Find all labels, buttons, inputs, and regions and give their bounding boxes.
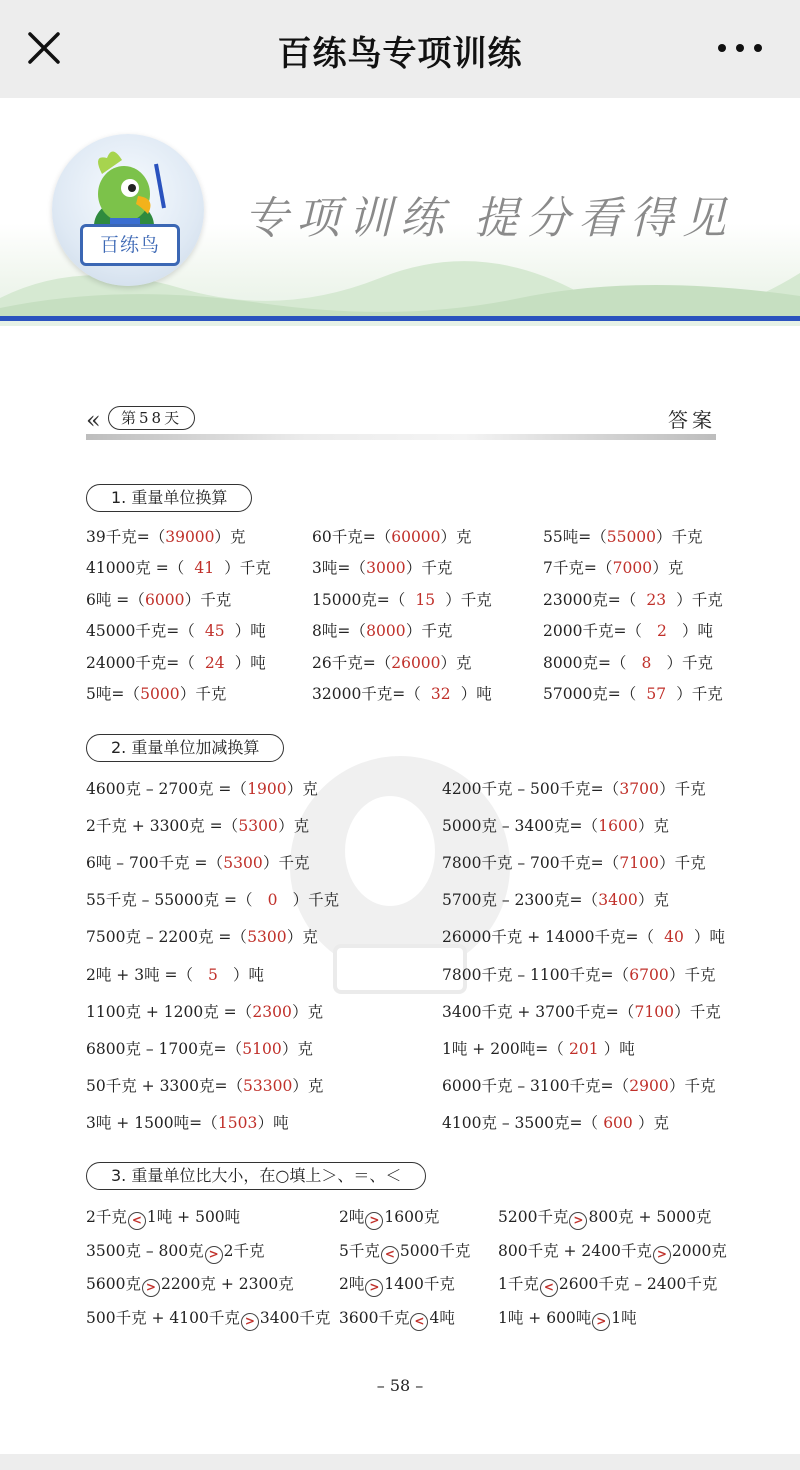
answer-value: 40 bbox=[664, 928, 684, 947]
exercise-item bbox=[442, 778, 706, 800]
answer-value: 7000 bbox=[612, 559, 653, 578]
exercise-question: 2吨 + 3吨 =（ bbox=[86, 965, 193, 984]
exercise-item bbox=[86, 683, 226, 705]
exercise-item bbox=[312, 683, 492, 705]
exercise-item bbox=[312, 589, 492, 611]
exercise-unit: ）克 bbox=[281, 1039, 313, 1058]
exercise-unit: ）千克 bbox=[676, 590, 723, 609]
comparison-left: 5200千克 bbox=[498, 1208, 569, 1226]
exercise-unit: ）吨 bbox=[693, 928, 725, 947]
exercise-question: 50千克 + 3300克=（ bbox=[86, 1076, 243, 1095]
page-number: – 58 – bbox=[376, 1376, 424, 1395]
answer-value: 41 bbox=[194, 559, 215, 578]
exercise-unit: ）千克 bbox=[184, 590, 232, 609]
comparison-right: 2000克 bbox=[671, 1241, 727, 1260]
exercise-unit: ）克 bbox=[637, 817, 669, 836]
answer-value: 26000 bbox=[391, 653, 441, 672]
comparison-sign-circle: > bbox=[142, 1279, 160, 1297]
exercise-item bbox=[86, 1075, 323, 1097]
comparison-left: 500千克 + 4100千克 bbox=[86, 1308, 240, 1327]
exercise-item bbox=[86, 926, 318, 948]
day-badge: 第58天 bbox=[108, 406, 195, 430]
exercise-item bbox=[86, 778, 318, 800]
exercise-question: 26千克=（ bbox=[312, 653, 392, 672]
answer-label: 答案 bbox=[668, 408, 716, 432]
answer-value: 600 bbox=[603, 1113, 633, 1132]
exercise-unit: ）千克 bbox=[676, 685, 723, 703]
exercise-question: 8000克=（ bbox=[543, 653, 627, 672]
exercise-unit: ）千克 bbox=[292, 891, 340, 910]
exercise-item bbox=[86, 1001, 323, 1023]
exercise-question: 32000千克=（ bbox=[312, 685, 421, 703]
exercise-question: 3400千克 + 3700千克=（ bbox=[442, 1002, 635, 1021]
answer-value: 5100 bbox=[242, 1039, 282, 1058]
exercise-question: 4100克 – 3500克=（ bbox=[442, 1113, 598, 1132]
comparison-sign-circle: > bbox=[569, 1212, 587, 1230]
header-rule bbox=[86, 434, 716, 440]
exercise-unit: ）吨 bbox=[234, 622, 266, 641]
answer-value: 6000 bbox=[145, 590, 185, 609]
answer-value: 23 bbox=[646, 590, 667, 609]
exercise-item bbox=[442, 815, 669, 837]
exercise-item bbox=[442, 1112, 669, 1134]
comparison-item bbox=[86, 1307, 330, 1331]
comparison-sign-circle: > bbox=[653, 1246, 671, 1264]
exercise-unit: ）吨 bbox=[234, 653, 266, 672]
exercise-item bbox=[442, 889, 669, 911]
exercise-item bbox=[312, 557, 452, 579]
exercise-question: 5000克 – 3400克=（ bbox=[442, 817, 598, 836]
answer-value: 57 bbox=[646, 685, 667, 703]
answer-value: 3400 bbox=[598, 891, 638, 910]
exercise-question: 45000千克=（ bbox=[86, 622, 195, 641]
section-title-2: 2. 重量单位加减换算 bbox=[86, 734, 284, 762]
answer-value: 8000 bbox=[366, 622, 406, 641]
comparison-item bbox=[339, 1273, 455, 1297]
comparison-right: 1吨 + 500吨 bbox=[146, 1208, 241, 1226]
exercise-unit: ）吨 bbox=[232, 965, 264, 984]
answer-value: 3700 bbox=[619, 780, 659, 798]
exercise-question: 23000克=（ bbox=[543, 590, 637, 609]
exercise-question: 4200千克 – 500千克=（ bbox=[442, 780, 620, 798]
comparison-item bbox=[498, 1307, 637, 1331]
answer-value: 5300 bbox=[247, 928, 287, 947]
exercise-item bbox=[442, 1038, 635, 1060]
exercise-question: 55千克 – 55000克 =（ bbox=[86, 891, 253, 910]
exercise-question: 2千克 + 3300克 =（ bbox=[86, 817, 239, 836]
answer-value: 60000 bbox=[391, 528, 441, 546]
exercise-unit: ）克 bbox=[278, 817, 310, 836]
answer-value: 5300 bbox=[238, 817, 278, 836]
answer-value: 1600 bbox=[598, 817, 638, 836]
exercise-item bbox=[86, 526, 246, 548]
comparison-right: 2600千克 – 2400千克 bbox=[558, 1275, 718, 1293]
answer-value: 0 bbox=[267, 891, 278, 910]
comparison-sign-circle: < bbox=[381, 1246, 399, 1264]
answer-value: 2900 bbox=[629, 1076, 669, 1095]
page-title: 百练鸟专项训练 bbox=[277, 34, 523, 74]
exercise-unit: ）千克 bbox=[179, 685, 227, 703]
exercise-item bbox=[543, 589, 723, 611]
comparison-sign-circle: < bbox=[128, 1212, 146, 1230]
exercise-item bbox=[442, 964, 716, 986]
comparison-left: 2千克 bbox=[86, 1208, 127, 1226]
comparison-left: 5千克 bbox=[339, 1241, 380, 1260]
comparison-left: 5600克 bbox=[86, 1275, 141, 1293]
answer-value: 5000 bbox=[140, 685, 180, 703]
exercise-item bbox=[312, 652, 472, 674]
exercise-item bbox=[543, 652, 713, 674]
answer-value: 1900 bbox=[247, 780, 287, 798]
comparison-right: 2千克 bbox=[223, 1241, 265, 1260]
comparison-left: 1千克 bbox=[498, 1275, 539, 1293]
day-header bbox=[86, 404, 716, 444]
exercise-item bbox=[442, 1075, 716, 1097]
exercise-item bbox=[312, 620, 452, 642]
answer-value: 6700 bbox=[629, 965, 669, 984]
comparison-left: 2吨 bbox=[339, 1275, 365, 1293]
exercise-item bbox=[442, 1001, 721, 1023]
exercise-unit: ）克 bbox=[637, 891, 669, 910]
exercise-item bbox=[312, 526, 472, 548]
exercise-question: 39千克=（ bbox=[86, 528, 166, 546]
exercise-item bbox=[86, 620, 266, 642]
exercise-item bbox=[543, 526, 703, 548]
slogan: 专项训练 提分看得见 bbox=[244, 193, 734, 244]
exercise-question: 6吨 – 700千克 =（ bbox=[86, 854, 223, 873]
banner-divider bbox=[0, 316, 800, 321]
exercise-unit: ）克 bbox=[286, 928, 318, 947]
exercise-question: 41000克 =（ bbox=[86, 559, 185, 578]
exercise-item bbox=[543, 557, 683, 579]
exercise-unit: ）吨 bbox=[681, 622, 713, 641]
exercise-unit: ）克 bbox=[292, 1002, 324, 1021]
exercise-question: 3吨=（ bbox=[312, 559, 366, 578]
comparison-item bbox=[498, 1273, 717, 1297]
comparison-sign-circle: < bbox=[540, 1279, 558, 1297]
comparison-item bbox=[498, 1206, 711, 1230]
comparison-item bbox=[86, 1240, 265, 1264]
comparison-right: 5000千克 bbox=[399, 1241, 471, 1260]
exercise-unit: ）千克 bbox=[445, 590, 492, 609]
comparison-right: 4吨 bbox=[429, 1308, 455, 1327]
answer-value: 2300 bbox=[252, 1002, 292, 1021]
exercise-item bbox=[86, 1038, 313, 1060]
exercise-unit: ）千克 bbox=[666, 653, 713, 672]
exercise-unit: ）吨 bbox=[257, 1113, 289, 1132]
exercise-item bbox=[86, 964, 264, 986]
exercise-item bbox=[86, 889, 339, 911]
answer-value: 8 bbox=[641, 653, 652, 672]
exercise-question: 55吨=（ bbox=[543, 528, 607, 546]
exercise-unit: ）克 bbox=[214, 528, 246, 546]
exercise-question: 60千克=（ bbox=[312, 528, 392, 546]
comparison-item bbox=[86, 1273, 294, 1297]
exercise-unit: ）千克 bbox=[668, 965, 716, 984]
exercise-item bbox=[543, 683, 723, 705]
exercise-question: 6000千克 – 3100千克=（ bbox=[442, 1076, 629, 1095]
exercise-question: 2000千克=（ bbox=[543, 622, 642, 641]
comparison-item bbox=[339, 1206, 439, 1230]
section-title-1: 1. 重量单位换算 bbox=[86, 484, 252, 512]
comparison-sign-circle: > bbox=[365, 1279, 383, 1297]
exercise-unit: ）千克 bbox=[405, 559, 453, 578]
bottom-strip bbox=[0, 1454, 800, 1470]
exercise-unit: ）千克 bbox=[405, 622, 453, 641]
exercise-question: 15000克=（ bbox=[312, 590, 406, 609]
exercise-question: 4600克 – 2700克 =（ bbox=[86, 780, 247, 798]
worksheet bbox=[0, 326, 800, 1450]
comparison-sign-circle: > bbox=[365, 1212, 383, 1230]
comparison-sign-circle: > bbox=[205, 1246, 223, 1264]
answer-value: 55000 bbox=[606, 528, 657, 546]
exercise-question: 5吨=（ bbox=[86, 685, 140, 703]
comparison-left: 3500克 – 800克 bbox=[86, 1241, 204, 1260]
exercise-item bbox=[442, 926, 725, 948]
exercise-question: 26000千克 + 14000千克=（ bbox=[442, 928, 654, 947]
exercise-question: 6800克 – 1700克=（ bbox=[86, 1039, 242, 1058]
exercise-question: 1100克 + 1200克 =（ bbox=[86, 1002, 253, 1021]
comparison-sign-circle: > bbox=[241, 1313, 259, 1331]
exercise-question: 3吨 + 1500吨=（ bbox=[86, 1113, 218, 1132]
answer-value: 1503 bbox=[217, 1113, 258, 1132]
exercise-item bbox=[86, 815, 309, 837]
answer-value: 5 bbox=[208, 965, 218, 984]
app-bar bbox=[0, 0, 800, 98]
exercise-unit: ）克 bbox=[286, 780, 318, 798]
comparison-left: 1吨 + 600吨 bbox=[498, 1308, 592, 1327]
exercise-unit: ）千克 bbox=[262, 854, 310, 873]
exercise-item bbox=[86, 1112, 289, 1134]
answer-value: 201 bbox=[568, 1039, 599, 1058]
comparison-left: 3600千克 bbox=[339, 1308, 410, 1327]
answer-value: 24 bbox=[204, 653, 225, 672]
exercise-unit: ）千克 bbox=[674, 1002, 721, 1021]
exercise-question: 7500克 – 2200克 =（ bbox=[86, 928, 247, 947]
exercise-item bbox=[86, 557, 271, 579]
double-chevron-left-icon: « bbox=[86, 406, 101, 434]
exercise-unit: ）吨 bbox=[603, 1039, 635, 1058]
comparison-left: 800千克 + 2400千克 bbox=[498, 1241, 652, 1260]
exercise-question: 8吨=（ bbox=[312, 622, 366, 641]
comparison-right: 800克 + 5000克 bbox=[588, 1208, 712, 1226]
answer-value: 45 bbox=[204, 622, 225, 641]
comparison-item bbox=[498, 1240, 727, 1264]
exercise-question: 6吨 =（ bbox=[86, 590, 145, 609]
exercise-item bbox=[86, 589, 231, 611]
exercise-unit: ）千克 bbox=[659, 854, 706, 873]
exercise-unit: ）克 bbox=[440, 528, 472, 546]
exercise-question: 7800千克 – 1100千克=（ bbox=[442, 965, 629, 984]
banner bbox=[0, 98, 800, 326]
comparison-item bbox=[339, 1240, 470, 1264]
section-title-3: 3. 重量单位比大小，在○填上＞、＝、＜ bbox=[86, 1162, 426, 1190]
answer-value: 53300 bbox=[243, 1076, 293, 1095]
exercise-item bbox=[86, 652, 266, 674]
answer-value: 2 bbox=[657, 622, 667, 641]
answer-value: 15 bbox=[415, 590, 436, 609]
exercise-question: 7800千克 – 700千克=（ bbox=[442, 854, 620, 873]
exercise-question: 5700克 – 2300克=（ bbox=[442, 891, 598, 910]
comparison-left: 2吨 bbox=[339, 1208, 365, 1226]
answer-value: 3000 bbox=[366, 559, 406, 578]
exercise-item bbox=[543, 620, 713, 642]
exercise-question: 57000克=（ bbox=[543, 685, 637, 703]
exercise-unit: ）克 bbox=[292, 1076, 324, 1095]
exercise-question: 7千克=（ bbox=[543, 559, 613, 578]
exercise-unit: ）千克 bbox=[668, 1076, 716, 1095]
comparison-item bbox=[339, 1307, 455, 1331]
comparison-item bbox=[86, 1206, 240, 1230]
comparison-right: 2200克 + 2300克 bbox=[160, 1275, 294, 1293]
exercise-question: 1吨 + 200吨=（ bbox=[442, 1039, 564, 1058]
answer-value: 32 bbox=[430, 685, 451, 703]
comparison-sign-circle: < bbox=[410, 1313, 428, 1331]
answer-value: 5300 bbox=[223, 854, 263, 873]
exercise-unit: ）千克 bbox=[224, 559, 271, 578]
exercise-unit: ）克 bbox=[440, 653, 472, 672]
answer-value: 7100 bbox=[634, 1002, 674, 1021]
comparison-sign-circle: > bbox=[592, 1313, 610, 1331]
exercise-unit: ）克 bbox=[637, 1113, 669, 1132]
comparison-right: 1400千克 bbox=[384, 1275, 455, 1293]
exercise-item bbox=[442, 852, 706, 874]
answer-value: 39000 bbox=[165, 528, 215, 546]
exercise-item bbox=[86, 852, 309, 874]
logo-text: 百练鸟 bbox=[80, 224, 180, 266]
exercise-unit: ）克 bbox=[652, 559, 684, 578]
comparison-right: 1600克 bbox=[384, 1208, 440, 1226]
exercise-unit: ）吨 bbox=[460, 685, 492, 703]
answer-value: 7100 bbox=[619, 854, 659, 873]
exercise-unit: ）千克 bbox=[659, 780, 706, 798]
exercise-question: 24000千克=（ bbox=[86, 653, 195, 672]
more-dots-icon[interactable] bbox=[716, 38, 764, 58]
comparison-right: 3400千克 bbox=[259, 1308, 331, 1327]
exercise-unit: ）千克 bbox=[656, 528, 703, 546]
comparison-right: 1吨 bbox=[611, 1308, 637, 1327]
